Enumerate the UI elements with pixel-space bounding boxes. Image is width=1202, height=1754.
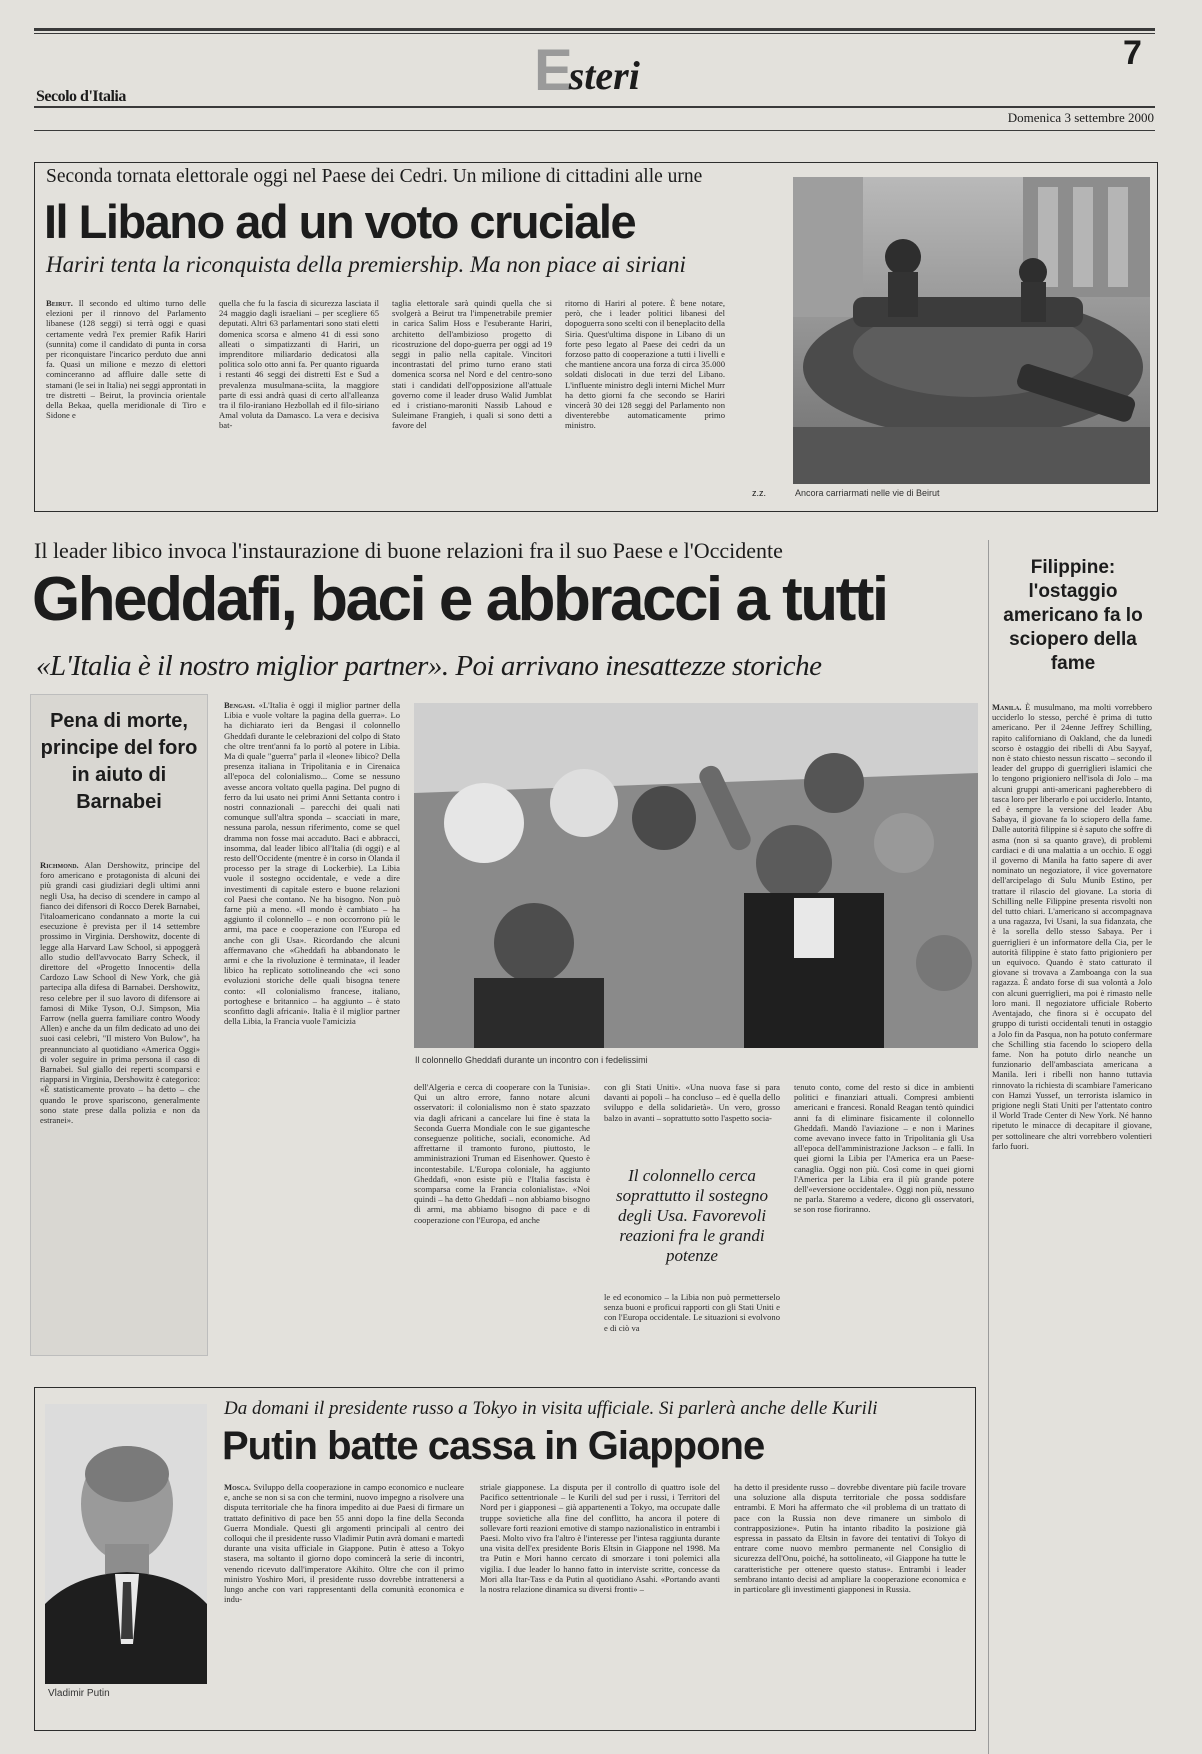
libano-photo-tanks [793,177,1150,484]
putin-column-1: Mosca. Sviluppo della cooperazione in campo economico e nucleare e, anche se non si sa con che termini, nuovo impegno a risolvere una disputa territoriale che ha finora impedito ai due Paesi di firmare un trattato definitivo di pace ben 55 anni dopo la fine della Seconda Guerra Mondiale. Questi gli argomenti principali al centro dei colloqui che il presidente russo Vladimir Putin avrà domani e martedì durante una visita ufficiale in Giappone. Putin è atteso a Tokyo stasera, ma soltanto il giorno dopo comincerà la serie di incontri, venendo ricevuto dall'imperatore Akihito. Oltre che con il primo ministro Yoshiro Mori, il presidente russo dovrebbe intrattenersi a lungo anche con vari rappresentanti della comunità economica e indu- [224,1482,464,1605]
paper-name: Secolo d'Italia [36,88,126,105]
libano-photo-credit: z.z. [752,488,767,498]
libano-headline: Il Libano ad un voto cruciale [44,195,636,248]
libano-column-2: quella che fu la fascia di sicurezza lasciata il 24 maggio dagli israeliani – per scegliere 65 deputati. Altri 63 parlamentari sono stati eletti domenica scorsa e almeno 41 di essi sono alleati o simpatizzanti di Hariri, un imprenditore miliardario dedicatosi alla politica solo otto anni fa. Per quanto riguarda i restanti 46 seggi dei distretti Est e Sud a prevalenza musulmana-sciita, la maggiore parte di essi andrà quasi di certo all'alleanza tra il filo-iraniano Hezbollah ed il filo-siriano Amal voluta da Damasco. La vera e decisiva bat- [219,298,379,431]
gheddafi-column-3: con gli Stati Uniti». «Una nuova fase si para davanti ai popoli – ha concluso – ed è quella dello sviluppo e della solidarietà». Un vero, grosso balzo in avanti – soprattutto sotto l'aspetto socia- [604,1082,780,1123]
date-rule [34,130,1155,131]
gheddafi-column-2: dell'Algeria e cerca di cooperare con la Tunisia». Qui un altro errore, fanno notare alcuni osservatori: il colonialismo non è stato spazzato via dagli africani a cancelare lui fine è stata la Seconda Guerra Mondiale con le sue gigantesche conseguenze politiche, sociali, economiche. Ad affrettarne il tramonto furono, piuttosto, le amministrazioni Truman ed Eisenhower. Questo è incontestabile. L'Europa coloniale, ha aggiunto Gheddafi, «non esiste più e l'Italia fascista è scomparsa come la Francia colonialista». «Noi quindi – ha detto Gheddafi – non abbiamo bisogno di armi, ma abbiamo bisogno di pace e di cooperazione con l'Europa, ed anche [414,1082,590,1225]
top-rule-thin [34,33,1155,34]
gheddafi-photo [414,703,978,1048]
gheddafi-column-1: Bengasi. «L'Italia è oggi il miglior partner della Libia e vuole voltare la pagina della guerra». Lo ha dichiarato ieri da Bengasi il colonnello Gheddafi durante le celebrazioni del colpo di Stato che oltre trent'anni fa lo portò al potere in Libia. Ma di quale "guerra" parla il «leone» libico? Della presenza italiana in Tripolitania e in Cirenaica all'epoca del colonialismo... Come se nessuno avesse ancora voltato quella pagina. Del pugno di ferro da lui usato nei primi Anni Settanta contro i nostri connazionali – parecchi dei quali nati comunque sull'altra sponda – scacciati in mare, nessuna parola, nessun riferimento, come se quel dramma non fosse mai accaduto. Baci e abbracci, insomma, dal leader libico all'Italia (di oggi) e al resto dell'Occidente (mentre è in corso in Olanda il processo per la strage di Lockerbie). La Libia vuole il sostegno occidentale, e vede a dire investimenti di capitale estero e buone relazioni col Paesi che contano. Ne ha bisogno. Non può farne più a meno. «Il mondo è cambiato – ha aggiunto il colonnello – e non occorrono più le armi, ma pace e cooperazione con l'Europa ed anche con gli Usa». Ricordando che alcuni affermavano che «Gheddafi ha abbandonato le armi e che la rivoluzione è terminata», il leader libico ha replicato sottolineando che «ci sono evoluzioni storiche delle quali bisogna tenere conto: «Il colonialismo francese, italiano, portoghese e britannico – ha aggiunto – è stato sconfitto dagli africani». Italia è il miglior partner della Libia, la Francia vuole l'amicizia [224,700,400,1027]
putin-headline: Putin batte cassa in Giappone [222,1424,765,1468]
gheddafi-subhead: «L'Italia è il nostro miglior partner». Poi arrivano inesattezze storiche [36,650,822,682]
gheddafi-photo-image [414,703,978,1048]
barnabei-dateline: Richmond. [40,860,79,870]
gheddafi-kicker: Il leader libico invoca l'instaurazione di buone relazioni fra il suo Paese e l'Occidente [34,538,783,563]
putin-kicker: Da domani il presidente russo a Tokyo in visita ufficiale. Si parlerà anche delle Kurili [224,1398,878,1419]
gheddafi-caption: Il colonnello Gheddafi durante un incontro con i fedelissimi [415,1055,648,1065]
section-rest: steri [568,53,640,98]
gheddafi-column-4: tenuto conto, come del resto si dice in ambienti politici e finanziari attuali. Compresi ambienti americani e francesi. Ronald Reagan tentò quindici anni fa di eliminare fisicamente il colonnello Gheddafi. Mandò l'aviazione – e non i Marines come avevano invece fatto in Tripolitania gli Usa all'epoca dell'amministrazione Jackson – e fallì. In quei giorni la Libia per l'America era un Paese-canaglia. Oggi non più. Così come in quei giorni l'America per la Libia era il più grande potere dell'«eversione occidentale». Oggi non più, nessuno ne parla. Staremo a vedere, dicono gli osservatori, se son rose fioriranno. [794,1082,974,1215]
filippine-body: Manila. È musulmano, ma molti vorrebbero ucciderlo lo stesso, perché è prima di tutto americano. Per il 24enne Jeffrey Schilling, rapito californiano di Oakland, che da lunedì scorso è ostaggio dei ribelli di Abu Sayyaf, non è stato chiesto nessun riscatto – secondo il leader del gruppo di guerriglieri islamici che lo tengono prigioniero nell'isola di Jolo – ma alcuni gruppi anti-americani pagherebbero di tasca loro per liberarlo e poi ucciderlo. Intanto, ed è sempre la versione del leader Abu Sabaya, il giovane fa lo sciopero della fame. Dalle autorità filippine si è saputo che soffre di asma (non si sa quanto grave), di problemi cardiaci e di una malattia a un occhio. E oggi il governo di Manila ha fatto sapere di aver nominato un negoziatore, il vice governatore dell'arcipelago di Sulu Munib Estino, per trattare il rilascio del giovane. La storia di Schilling nelle Filippine presenta risvolti non del tutto chiari. L'americano si accompagnava a una ragazza, Ivi Usani, la sua fidanzata, che è la sorella dello stesso Sabaya. Per i guerriglieri è un informatore della Cia, per le autorità filippine è stato fatto prigioniero per un equivoco. Quando è stato catturato il giovane si trovava a Zamboanga con la sua ragazza. È andato forse di sua volontà a Jolo con alcuni guerriglieri, ma poi è rimasto nelle loro mani. Il negoziatore ufficiale Roberto Aventajado, che finora si è occupato del gruppo di turisti occidentali tenuti in ostaggio a Jolo fin da Pasqua, non ha potuto confermare che Schilling stia facendo lo sciopero della fame. Non ha potuto dirlo neanche un funzionario dell'ambasciata americana a Manila. Ieri i ribelli non hanno tuttavia rinnovato la richiesta di scambiare l'americano con Hamzi Yussef, un terrorista islamico in prigione negli Stati Uniti per l'attentato contro il World Trade Center di New York. Né hanno ripetuto le minacce di decapitare il giovane, per sottolineare che altri vorrebbero volentieri farlo fuori. [992,702,1152,1151]
libano-kicker: Seconda tornata elettorale oggi nel Paese dei Cedri. Un milione di cittadini alle urne [46,166,703,187]
gheddafi-pullquote: Il colonnello cerca soprattutto il sostegno degli Usa. Favorevoli reazioni fra le grandi potenze [615,1166,769,1265]
gheddafi-headline: Gheddafi, baci e abbracci a tutti [32,565,887,634]
filippine-headline: Filippine: l'ostaggio americano fa lo sciopero della fame [1003,557,1143,674]
libano-dateline: Beirut. [46,298,73,308]
barnabei-body: Richmond. Alan Dershowitz, principe del foro americano e protagonista di alcuni dei più grandi casi giudiziari degli ultimi anni negli Usa, ha deciso di scendere in campo al fianco dei difensori di Rocco Derek Barnabei, l'italoamericano condannato a morte la cui esecuzione è prevista per il 14 settembre prossimo in Virginia. Dershowitz, docente di legge alla Harvard Law School, si appoggerà allo studio dell'avvocato Barry Scheck, il direttore del «Progetto Innocenti» della Cardozo Law School di New York, che già partecipa alla difesa di Barnabei. Dershowitz, reso celebre per il suo lavoro di difensore ai famosi di Mike Tyson, O.J. Simpson, Mia Farrow (nella guerra familiare contro Woody Allen) e anche da un film dedicato ad uno dei suoi casi celebri, "Il mistero Von Bulow", ha preannunciato al quotidiano «America Oggi» di voler seguire in prima persona il caso di Barnabei. Sul giallo dei reperti scomparsi e riapparsi in Virginia, Dershowitz è categorico: «È statisticamente provato – ha detto – che quando le prove spariscono, generalmente sono state prese dalla polizia e non da estranei». [40,860,200,1126]
gheddafi-dateline: Bengasi. [224,700,255,710]
masthead-rule [34,106,1155,108]
section-initial: E [534,38,573,103]
libano-column-3: taglia elettorale sarà quindi quella che si svolgerà a Beirut tra l'impenetrabile premier in carica Salim Hoss e l'esuberante Hariri, architetto dell'ambizioso progetto di ricostruzione del dopo-guerra per oggi ad 19 seggi in palio nella capitale. Vincitori incontrastati del primo turno erano stati domenica scorsa nel Nord e del centro-sono stati i candidati dell'opposizione all'attuale governo come il leader druso Walid Jumblat ed i cristiano-maroniti Nassib Lahoud e Suleimane Frangieh, i quali si sono detti a favore del [392,298,552,431]
barnabei-headline: Pena di morte, principe del foro in aiuto di Barnabei [40,710,198,813]
filippine-divider [988,540,989,1754]
putin-column-3: ha detto il presidente russo – dovrebbe diventare più facile trovare una soluzione alla disputa territoriale che possa soddisfare entrambi. E Mori ha affermato che «il problema di un trattato di pace con la Russia non deve rimanere un simbolo di contrapposizione». Putin ha intanto ribadito la posizione già espressa in passato da Eltsin in favore dei tentativi di Tokyo di entrare come nuovo membro permanente nel Consiglio di sicurezza dell'Onu, poiché, ha sottolineato, «il Giappone ha tutte le caratteristiche per ottenere questo status». Entrambi i leader sembrano intanto decisi ad ampliare la cooperazione economica e in particolare gli investimenti giapponesi in Russia. [734,1482,966,1595]
page-number: 7 [1123,34,1142,72]
libano-subhead: Hariri tenta la riconquista della premiership. Ma non piace ai siriani [46,252,686,277]
putin-photo [45,1404,207,1684]
issue-date: Domenica 3 settembre 2000 [1007,110,1154,125]
tank-photo-image [793,177,1150,484]
libano-column-1: Beirut. Il secondo ed ultimo turno delle elezioni per il rinnovo del Parlamento libanese (128 seggi) si terrà oggi e quasi certamente vedrà l'ex premier Rafik Hariri (sunnita) come il candidato di punta in corsa per riconquistare l'incarico perduto due anni fa. Quasi un milione e mezzo di elettori cominceranno ad affluire dalle sette di stamani (le sei in Italia) nei seggi approntati in tre distretti – Beirut, la provincia orientale della Bekaa, quella meridionale di Tiro e Sidone e [46,298,206,421]
top-rule [34,28,1155,31]
putin-caption: Vladimir Putin [48,1688,110,1699]
section-title [534,38,640,103]
putin-dateline: Mosca. [224,1482,251,1492]
libano-caption: Ancora carriarmati nelle vie di Beirut [795,488,940,498]
libano-column-4: ritorno di Hariri al potere. È bene notare, però, che i leader politici libanesi del dopoguerra sono scelti con il beneplacito della Siria. Quest'ultima dispone in Libano di un forte peso legato al Paese dei cedri da un forzoso patto di cooperazione a tutti i livelli e che mantiene ancora una forza di circa 35.000 soldati dislocati in due terzi del Libano. L'influente ministro degli interni Michel Murr ha detto giorni fa che secondo se Hariri vincerà 30 dei 128 seggi del Parlamento non diventerebbe automaticamente primo ministro. [565,298,725,431]
filippine-dateline: Manila. [992,702,1022,712]
gheddafi-column-3b: le ed economico – la Libia non può permetterselo senza buoni e proficui rapporti con gli Stati Uniti e con l'Europa occidentale. Le situazioni si evolvono e di ciò va [604,1292,780,1333]
putin-portrait-image [45,1404,207,1684]
putin-column-2: striale giapponese. La disputa per il controllo di quattro isole del Pacifico settentrionale – le Kurili del sud per i russi, i Territori del Nord per i giapponesi – già appartenenti a Tokyo, ma occupate dalle truppe sovietiche alla fine del conflitto, ha ancora il potere di sollevare forti reazioni emotive di stampo nazionalistico in entrambi i Paesi. Molto vivo fra l'altro è l'interesse per l'intesa raggiunta durante una visita dell'ex presidente Boris Eltsin in Giappone nel 1998. Ma tra Putin e Mori hanno cercato di smorzare i toni polemici alla vigilia. I due leader lo hanno fatto in interviste scritte, concesse da Mori alla Itar-Tass e da Putin al quotidiano Asahi. «Portando avanti la nostra relazione dinamica su diversi fronti» – [480,1482,720,1595]
